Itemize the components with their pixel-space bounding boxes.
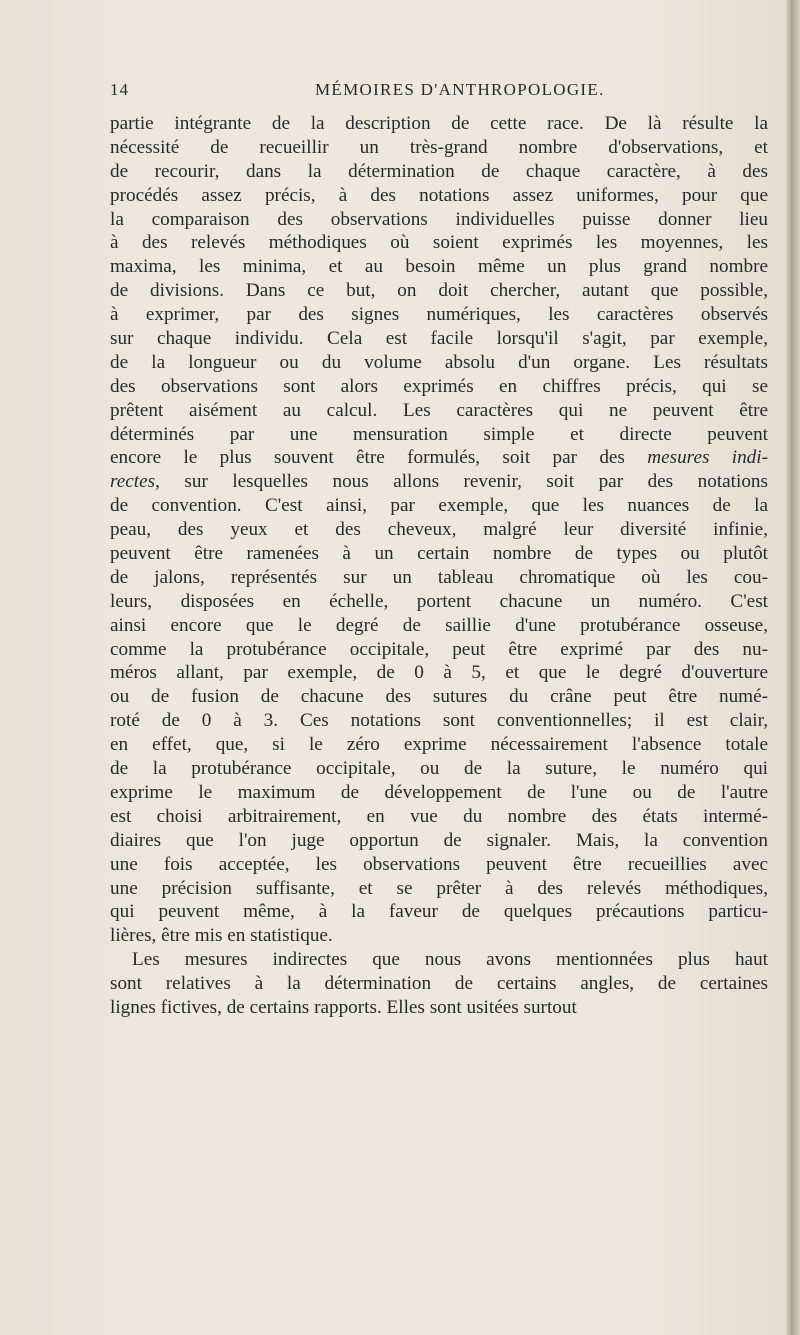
text-line: peuvent être ramenées à un certain nombre de types ou plutôt (110, 543, 768, 565)
text-line: leurs, disposées en échelle, portent chacune un numéro. C'est (110, 590, 768, 612)
emphasis-text: rectes (110, 471, 156, 493)
text-line: est choisi arbitrairement, en vue du nombre des états intermé- (110, 805, 768, 827)
text-line: lignes fictives, de certains rapports. Elles sont usitées surtout (110, 996, 577, 1018)
page-header (110, 80, 770, 104)
text-line: ainsi encore que le degré de saillie d'une protubérance osseuse, (110, 614, 768, 636)
text-line: nécessité de recueillir un très-grand nombre d'observations, et (110, 136, 768, 158)
text-line-with-emphasis (110, 470, 768, 494)
text-line: maxima, les minima, et au besoin même un plus grand nombre (110, 256, 768, 278)
text-line: une fois acceptée, les observations peuvent être recueillies avec (110, 853, 768, 875)
text-line: à exprimer, par des signes numériques, les caractères observés (110, 304, 768, 326)
emphasis-text: mesures indi- (647, 447, 768, 469)
text-line: sur chaque individu. Cela est facile lorsqu'il s'agit, par exemple, (110, 328, 768, 350)
text-line: prêtent aisément au calcul. Les caractères qui ne peuvent être (110, 399, 768, 421)
text-line: de jalons, représentés sur un tableau chromatique où les cou- (110, 566, 768, 588)
text-line: à des relevés méthodiques où soient exprimés les moyennes, les (110, 232, 768, 254)
text-line: partie intégrante de la description de cette race. De là résulte la (110, 113, 768, 134)
text-line: de la protubérance occipitale, ou de la suture, le numéro qui (110, 758, 768, 780)
text-line: procédés assez précis, à des notations assez uniformes, pour que (110, 184, 768, 206)
text-line: déterminés par une mensuration simple et directe peuvent (110, 423, 768, 445)
text-line: de divisions. Dans ce but, on doit chercher, autant que possible, (110, 280, 768, 302)
body-text (110, 112, 768, 1020)
text-line: de convention. C'est ainsi, par exemple, que les nuances de la (110, 495, 768, 517)
page-edge (786, 0, 800, 1335)
text-line: de la longueur ou du volume absolu d'un organe. Les résultats (110, 351, 768, 373)
running-title: MÉMOIRES D'ANTHROPOLOGIE. (315, 80, 605, 99)
text-line: sont relatives à la détermination de certains angles, de certaines (110, 973, 768, 995)
text-line: qui peuvent même, à la faveur de quelques précautions particu- (110, 901, 768, 923)
text-line: la comparaison des observations individuelles puisse donner lieu (110, 208, 768, 230)
text-line: lières, être mis en statistique. (110, 925, 333, 947)
page-number: 14 (110, 80, 129, 99)
text-line: roté de 0 à 3. Ces notations sont conventionnelles; il est clair, (110, 710, 768, 732)
text-line: diaires que l'on juge opportun de signaler. Mais, la convention (110, 829, 768, 851)
text-line: en effet, que, si le zéro exprime nécessairement l'absence totale (110, 734, 768, 756)
text-line: une précision suffisante, et se prêter à des relevés méthodiques, (110, 877, 768, 899)
text-line: ou de fusion de chacune des sutures du crâne peut être numé- (110, 686, 768, 708)
text-line-with-emphasis (110, 446, 768, 470)
text-line: comme la protubérance occipitale, peut être exprimé par des nu- (110, 638, 768, 660)
text-line: des observations sont alors exprimés en chiffres précis, qui se (110, 375, 768, 397)
text-line: peau, des yeux et des cheveux, malgré leur diversité infinie, (110, 519, 768, 541)
text-line: méros allant, par exemple, de 0 à 5, et que le degré d'ouverture (110, 662, 768, 684)
text-line: de recourir, dans la détermination de chaque caractère, à des (110, 160, 768, 182)
text-line: exprime le maximum de développement de l'une ou de l'autre (110, 781, 768, 803)
text-run: , sur lesquelles nous allons revenir, soit par des notations (155, 471, 768, 493)
text-line: Les mesures indirectes que nous avons mentionnées plus haut (132, 949, 768, 971)
text-run: encore le plus souvent être formulés, soit par des (110, 447, 625, 469)
